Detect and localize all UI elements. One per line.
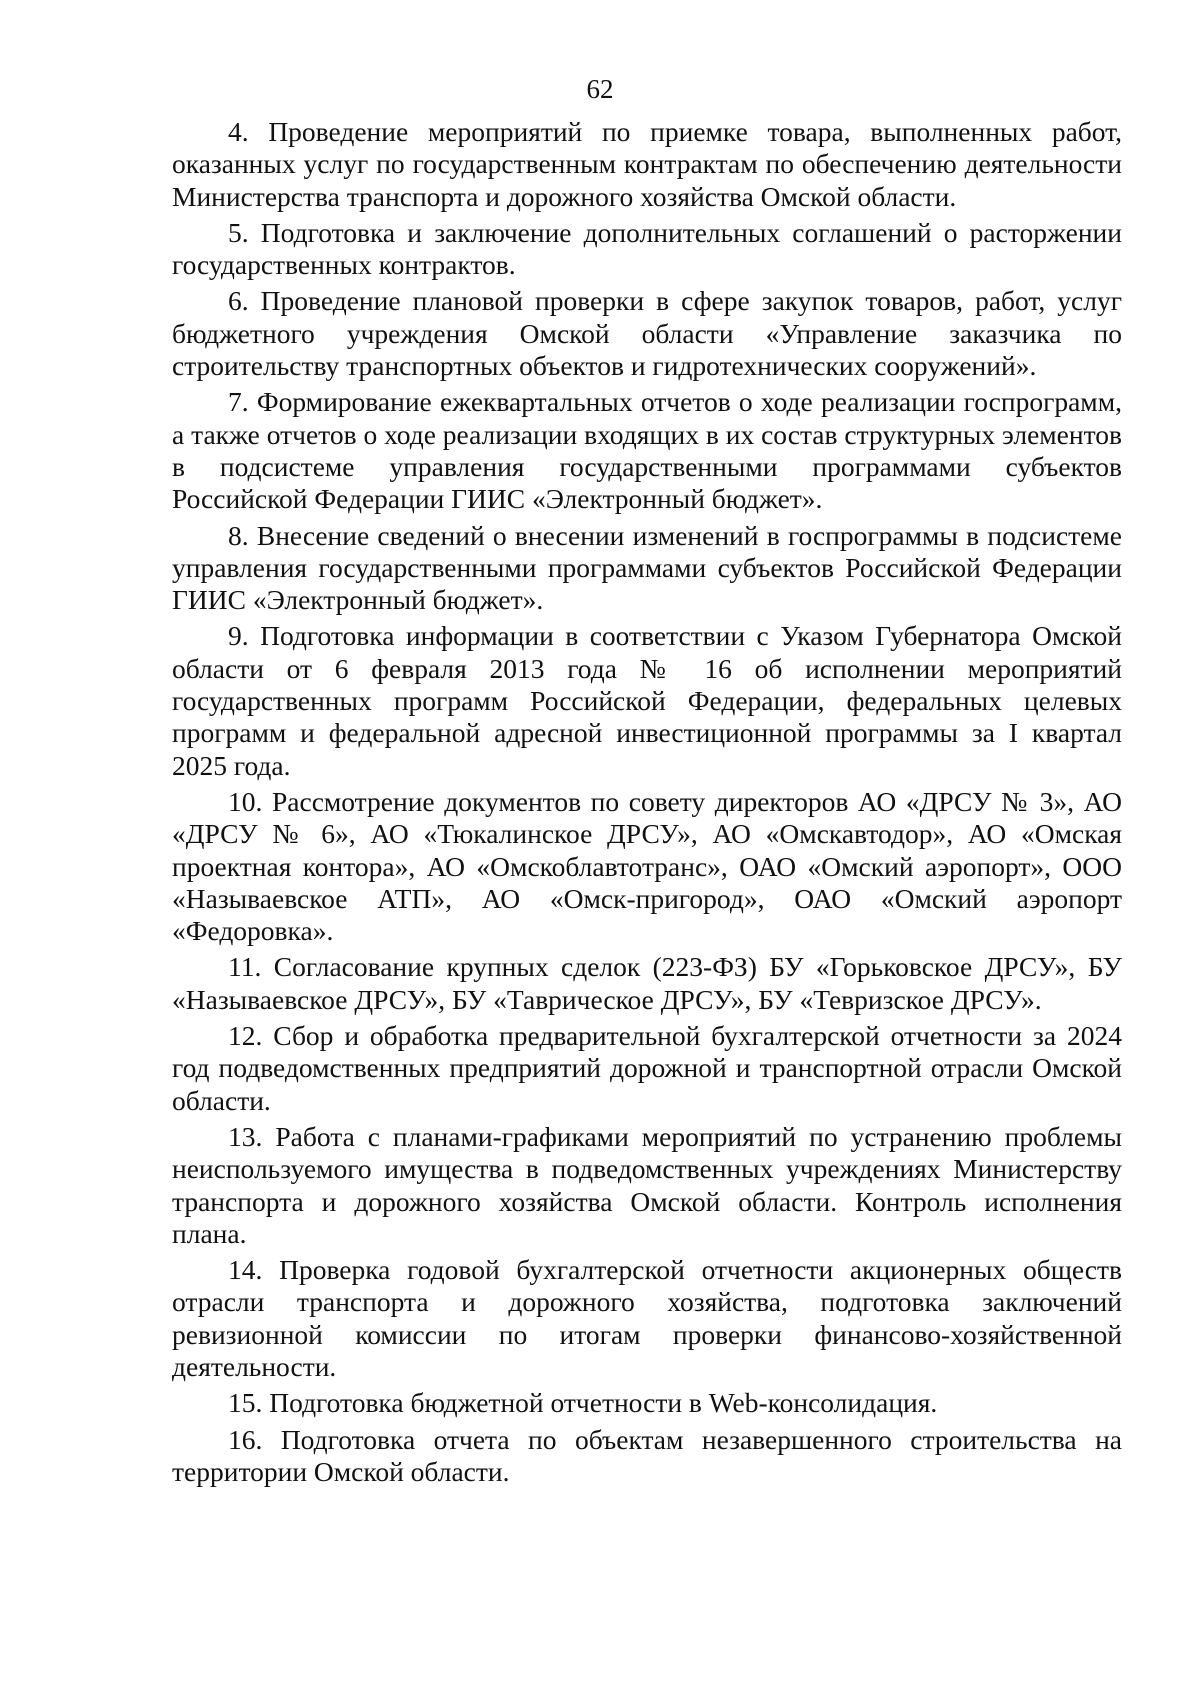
- list-item: 7. Формирование ежеквартальных отчетов о ходе реализации госпрограмм, а также отчетов о ходе реализации входящих в их состав структурных элементов в подсистеме управления государственными программами субъектов Российской Федерации ГИИС «Электронный бюджет».: [172, 386, 1122, 515]
- list-item: 13. Работа с планами-графиками мероприятий по устранению проблемы неиспользуемого имущества в подведомственных учреждениях Министерству транспорта и дорожного хозяйства Омской области. Контроль исполнения плана.: [172, 1120, 1122, 1249]
- list-item: 12. Сбор и обработка предварительной бухгалтерской отчетности за 2024 год подведомственных предприятий дорожной и транспортной отрасли Омской области.: [172, 1020, 1122, 1116]
- document-body: [172, 116, 1122, 1492]
- list-item: 5. Подготовка и заключение дополнительных соглашений о расторжении государственных контрактов.: [172, 216, 1122, 281]
- page-number: 62: [586, 74, 614, 104]
- list-item: 11. Согласование крупных сделок (223-ФЗ) БУ «Горьковское ДРСУ», БУ «Называевское ДРСУ», БУ «Таврическое ДРСУ», БУ «Тевризское ДРСУ».: [172, 951, 1122, 1015]
- list-item: 16. Подготовка отчета по объектам незавершенного строительства на территории Омской области.: [172, 1423, 1122, 1487]
- list-item: 8. Внесение сведений о внесении изменений в госпрограммы в подсистеме управления государственными программами субъектов Российской Федерации ГИИС «Электронный бюджет».: [172, 519, 1122, 616]
- list-item: 10. Рассмотрение документов по совету директоров АО «ДРСУ № 3», АО «ДРСУ № 6», АО «Тюкалинское ДРСУ», АО «Омскавтодор», АО «Омская проектная контора», АО «Омскоблавтотранс», ОАО «Омский аэропорт», ООО «Называевское АТП», АО «Омск-пригород», ОАО «Омский аэропорт «Федоровка».: [172, 785, 1122, 947]
- list-item: 15. Подготовка бюджетной отчетности в Web-консолидация.: [228, 1387, 938, 1419]
- list-item: 9. Подготовка информации в соответствии с Указом Губернатора Омской области от 6 февраля 2013 года № 16 об исполнении мероприятий государственных программ Российской Федерации, федеральных целевых программ и федеральной адресной инвестиционной программы за I квартал 2025 года.: [172, 620, 1122, 781]
- list-item: 14. Проверка годовой бухгалтерской отчетности акционерных обществ отрасли транспорта и дорожного хозяйства, подготовка заключений ревизионной комиссии по итогам проверки финансово-хозяйственной деятельности.: [172, 1254, 1122, 1382]
- list-item: 6. Проведение плановой проверки в сфере закупок товаров, работ, услуг бюджетного учреждения Омской области «Управление заказчика по строительству транспортных объектов и гидротехнических сооружений».: [172, 285, 1122, 382]
- list-item: 4. Проведение мероприятий по приемке товара, выполненных работ, оказанных услуг по государственным контрактам по обеспечению деятельности Министерства транспорта и дорожного хозяйства Омской области.: [172, 116, 1122, 212]
